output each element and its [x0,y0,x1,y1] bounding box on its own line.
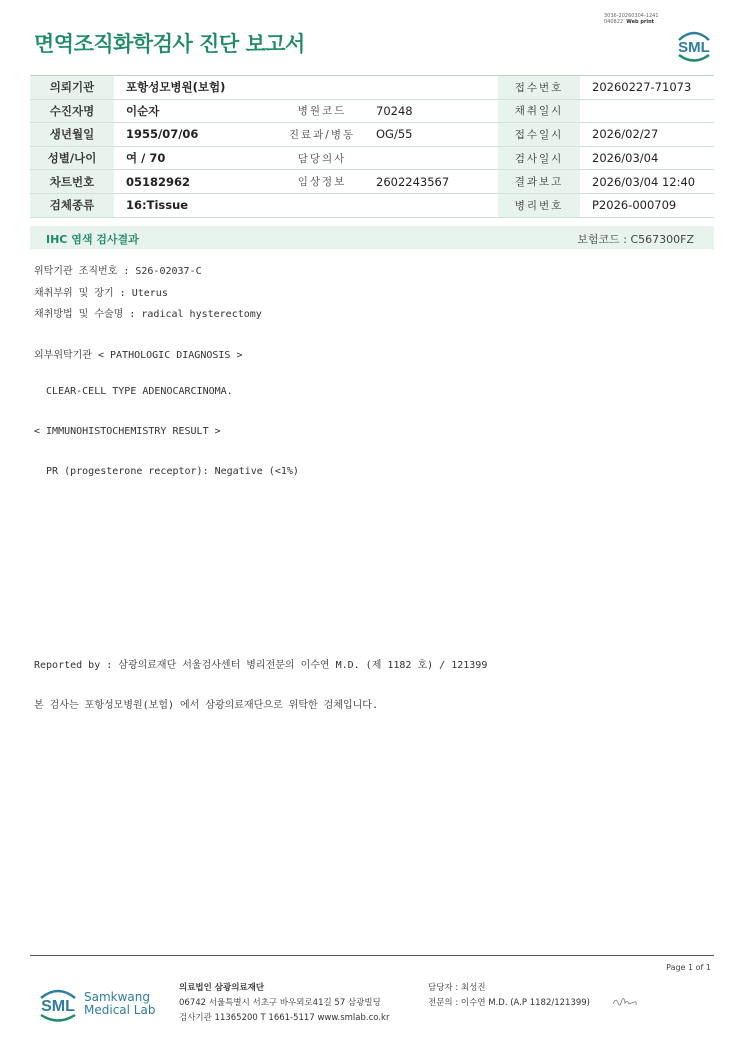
info-label: 임상정보 [280,170,364,194]
info-value: 05182962 [114,170,280,194]
info-value: 이순자 [114,99,280,123]
info-value: 70248 [364,99,498,123]
footer-contact: 검사기관 11365200 T 1661-5117 www.smlab.co.kr [179,1013,390,1023]
info-label: 진료과/병동 [280,123,364,147]
report-line-ihc-header: < IMMUNOHISTOCHEMISTRY RESULT > [34,426,221,437]
info-label: 접수일시 [498,123,580,147]
info-value: 여 / 70 [114,146,280,170]
document-code [604,13,659,25]
info-value: 2026/02/27 [580,123,714,147]
info-row [30,193,714,217]
web-print-label: Web print [626,19,655,25]
report-line-reported-by: Reported by : 삼광의료재단 서울검사센터 병리전문의 이수연 M.D. (제 1182 호) / 121399 [34,660,488,671]
doc-code-line1: 3036-20260304-1241 [604,13,659,19]
info-label: 검사일시 [498,146,580,170]
info-value: 2026/03/04 12:40 [580,170,714,194]
info-label: 성별/나이 [30,146,114,170]
info-row [30,146,714,170]
info-label: 생년월일 [30,123,114,147]
footer-address: 06742 서울특별시 서초구 바우뫼로41길 57 삼광빌딩 [179,998,381,1008]
info-label: 병원코드 [280,99,364,123]
info-value: P2026-000709 [580,193,714,217]
info-value [580,99,714,123]
footer-org: 의료법인 삼광의료재단 [179,983,265,993]
footer-divider [30,955,714,956]
info-value: 포항성모병원(보험) [114,76,498,100]
sml-logo-icon [673,24,715,64]
samkwang-logo-icon [36,982,80,1026]
info-label: 접수번호 [498,76,580,100]
report-line-site: 채취부위 및 장기 : Uterus [34,288,168,299]
footer-staff-block [428,981,590,1011]
report-line-tissue-number: 위탁기관 조직번호 : S26-02037-C [34,266,202,277]
report-line-diagnosis-header: 외부위탁기관 < PATHOLOGIC DIAGNOSIS > [34,350,243,361]
report-line-method: 채취방법 및 수술명 : radical hysterectomy [34,309,262,320]
info-label: 병리번호 [498,193,580,217]
report-line-referral-note: 본 검사는 포항성모병원(보험) 에서 삼광의료재단으로 위탁한 검체입니다. [34,700,378,711]
info-label: 검체종류 [30,193,114,217]
info-value: OG/55 [364,123,498,147]
info-label: 의뢰기관 [30,76,114,100]
info-value: 2026/03/04 [580,146,714,170]
info-row [30,170,714,194]
info-value: 16:Tissue [114,193,498,217]
page-number: Page 1 of 1 [666,963,711,972]
info-value: 20260227-71073 [580,76,714,100]
patient-info-table [30,75,714,218]
logo-text: SML [678,39,710,56]
info-label: 차트번호 [30,170,114,194]
section-title: IHC 염색 검사결과 [46,233,139,246]
logo-name-line2: Medical Lab [84,1003,156,1017]
info-row [30,123,714,147]
info-label: 채취일시 [498,99,580,123]
insurance-code: 보험코드 : C567300FZ [577,233,694,246]
logo-name [84,991,155,1017]
info-value: 1955/07/06 [114,123,280,147]
info-label: 담당의사 [280,146,364,170]
logo-name-line1: Samkwang [84,990,150,1004]
info-row [30,99,714,123]
report-line-diagnosis: CLEAR-CELL TYPE ADENOCARCINOMA. [34,386,233,397]
info-value [364,146,498,170]
signature-icon [612,996,638,1008]
footer-staff: 담당자 : 최성진 [428,983,486,993]
ihc-result-header [30,226,714,249]
footer-address-block [179,981,389,1026]
logo-bottom-text: SML [41,998,75,1015]
report-line-ihc-result: PR (progesterone receptor): Negative (<1%) [34,466,299,477]
doc-code-line2: 040822 [604,19,624,25]
report-title: 면역조직화학검사 진단 보고서 [34,32,305,56]
info-label: 수진자명 [30,99,114,123]
info-label: 결과보고 [498,170,580,194]
info-row [30,76,714,100]
footer-specialist: 전문의 : 이수연 M.D. (A.P 1182/121399) [428,998,590,1008]
info-value: 2602243567 [364,170,498,194]
